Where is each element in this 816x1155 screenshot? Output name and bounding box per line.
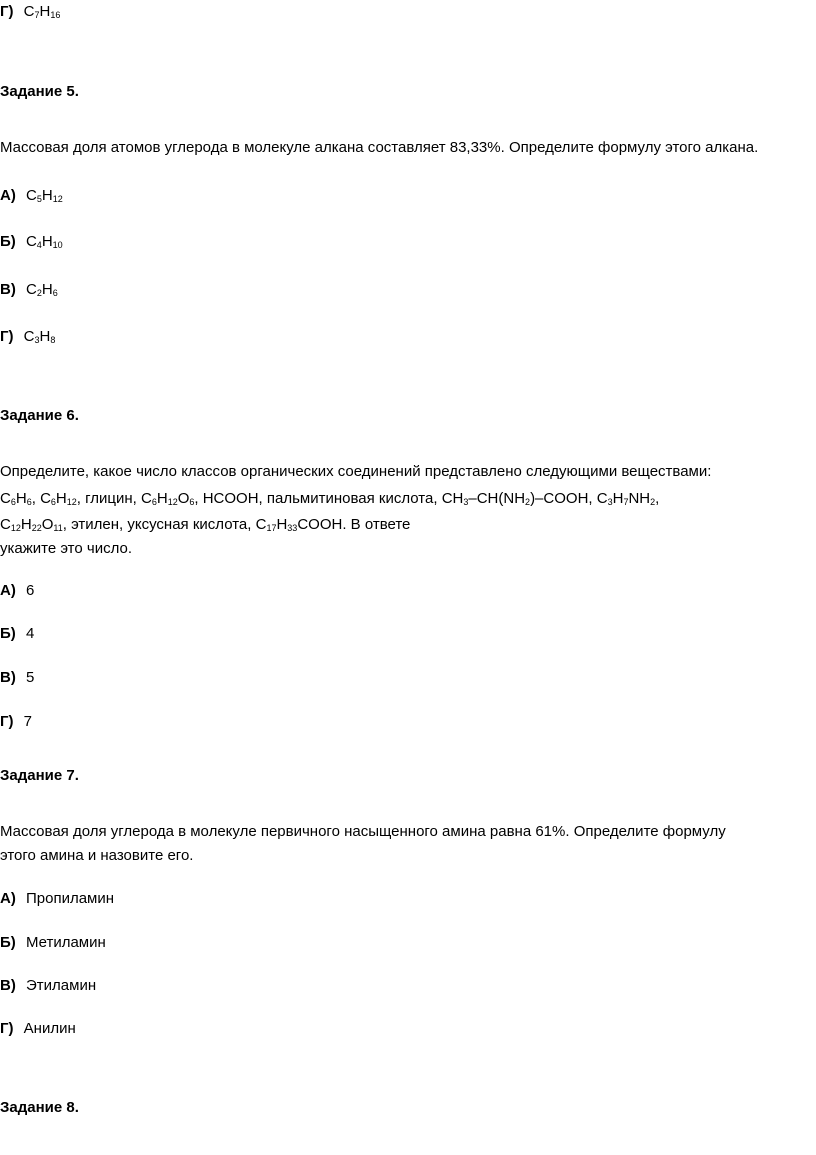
formula-subscript: 3 [34, 335, 40, 345]
formula-part: C [23, 328, 35, 345]
formula-part: C [255, 516, 267, 533]
option-formula [26, 187, 63, 204]
task-6-question-line-2 [0, 489, 659, 509]
option-letter: Б) [0, 934, 16, 951]
formula-part: COOH. В ответе [297, 516, 411, 533]
formula-subscript: 33 [287, 523, 298, 533]
task-7-question-line-2: этого амина и назовите его. [0, 847, 194, 864]
formula-part: H [612, 490, 624, 507]
option-text: 6 [26, 582, 35, 599]
option-letter: А) [0, 187, 16, 204]
task-7-option-c [0, 976, 96, 996]
task-7-option-a [0, 889, 114, 909]
formula-subscript: 3 [607, 497, 613, 507]
task-7-question-line-1: Массовая доля углерода в молекуле первичного насыщенного амина равна 61%. Определите формулу [0, 823, 726, 840]
formula-part: , [655, 490, 660, 507]
carry-option [0, 2, 60, 22]
formula-subscript: 8 [50, 335, 56, 345]
formula-subscript: 6 [10, 497, 16, 507]
formula-part: C [596, 490, 608, 507]
formula-part: , этилен, уксусная кислота, [62, 516, 256, 533]
option-text: Этиламин [26, 977, 97, 994]
option-text: 7 [23, 713, 33, 730]
option-formula [24, 3, 61, 20]
formula-subscript: 10 [52, 240, 63, 250]
formula-subscript: 17 [266, 523, 277, 533]
option-letter: Г) [0, 713, 14, 730]
formula-subscript: 12 [66, 497, 77, 507]
formula-part: C [26, 187, 37, 204]
formula-part: C [40, 490, 51, 507]
formula-subscript: 11 [53, 523, 63, 533]
task-5-option-d [0, 327, 55, 347]
task-5-option-b [0, 232, 63, 252]
formula-subscript: 6 [52, 288, 58, 298]
formula-part: C [0, 490, 11, 507]
formula-part: H [41, 187, 53, 204]
formula-subscript: 6 [151, 497, 157, 507]
formula-part: C [23, 3, 35, 20]
formula-subscript: 4 [36, 240, 42, 250]
task-6-option-d [0, 712, 32, 732]
formula-part: , HCOOH, пальмитиновая кислота, [194, 490, 442, 507]
option-letter: Г) [0, 328, 14, 345]
option-text: Пропиламин [26, 890, 115, 907]
formula-part: H [41, 281, 53, 298]
task-6-question-line-1: Определите, какое число классов органических соединений представлено следующими веществами: [0, 463, 712, 480]
task-6-option-a [0, 581, 34, 601]
formula-part: C [25, 233, 37, 250]
option-text: Метиламин [25, 934, 106, 951]
option-text: Анилин [23, 1020, 76, 1037]
task-7-title: Задание 7. [0, 767, 79, 784]
formula-part: H [20, 516, 32, 533]
option-text: 4 [25, 625, 35, 642]
task-7-option-d [0, 1019, 76, 1039]
formula-subscript: 22 [31, 523, 42, 533]
option-letter: Б) [0, 625, 16, 642]
option-letter: В) [0, 977, 16, 994]
formula-part: NH [628, 490, 651, 507]
formula-part: CH [441, 490, 464, 507]
formula-part: )–COOH, [530, 490, 597, 507]
formula-subscript: 16 [50, 10, 61, 20]
option-letter: Г) [0, 3, 14, 20]
option-formula [24, 328, 56, 345]
formula-subscript: 12 [52, 194, 63, 204]
formula-subscript: 7 [34, 10, 40, 20]
option-letter: Б) [0, 233, 16, 250]
task-5-option-c [0, 280, 58, 300]
task-8-title: Задание 8. [0, 1099, 79, 1116]
formula-subscript: 6 [50, 497, 56, 507]
task-5-title: Задание 5. [0, 83, 79, 100]
formula-part: O [177, 490, 190, 507]
formula-subscript: 2 [650, 497, 656, 507]
task-6-option-c [0, 668, 34, 688]
formula-subscript: 2 [36, 288, 42, 298]
formula-part: H [39, 328, 51, 345]
formula-part: H [41, 233, 53, 250]
option-letter: В) [0, 281, 16, 298]
formula-subscript: 6 [26, 497, 32, 507]
task-5-option-a [0, 186, 63, 206]
task-5-question: Массовая доля атомов углерода в молекуле алкана составляет 83,33%. Определите формулу этого алкана. [0, 139, 759, 156]
formula-part: C [26, 281, 37, 298]
formula-part: H [276, 516, 288, 533]
formula-subscript: 12 [10, 523, 21, 533]
formula-subscript: 5 [36, 194, 42, 204]
formula-subscript: 7 [623, 497, 629, 507]
formula-part: H [55, 490, 67, 507]
formula-part: O [41, 516, 54, 533]
formula-part: H [15, 490, 27, 507]
option-text: 5 [26, 669, 35, 686]
option-formula [26, 281, 58, 298]
task-6-question-line-3 [0, 515, 410, 535]
formula-subscript: 3 [463, 497, 469, 507]
formula-subscript: 6 [189, 497, 195, 507]
option-letter: Г) [0, 1020, 14, 1037]
formula-part: C [0, 516, 11, 533]
formula-part: C [140, 490, 152, 507]
formula-part: H [39, 3, 51, 20]
task-6-option-b [0, 624, 34, 644]
formula-part: , глицин, [76, 490, 141, 507]
option-letter: В) [0, 669, 16, 686]
formula-part: , [31, 490, 41, 507]
task-6-question-line-4: укажите это число. [0, 540, 133, 557]
task-6-title: Задание 6. [0, 407, 79, 424]
formula-subscript: 2 [525, 497, 531, 507]
formula-subscript: 12 [167, 497, 178, 507]
formula-part: –CH(NH [468, 490, 526, 507]
option-letter: А) [0, 582, 16, 599]
formula-part: H [156, 490, 168, 507]
task-7-option-b [0, 933, 106, 953]
option-formula [26, 233, 63, 250]
option-letter: А) [0, 890, 16, 907]
